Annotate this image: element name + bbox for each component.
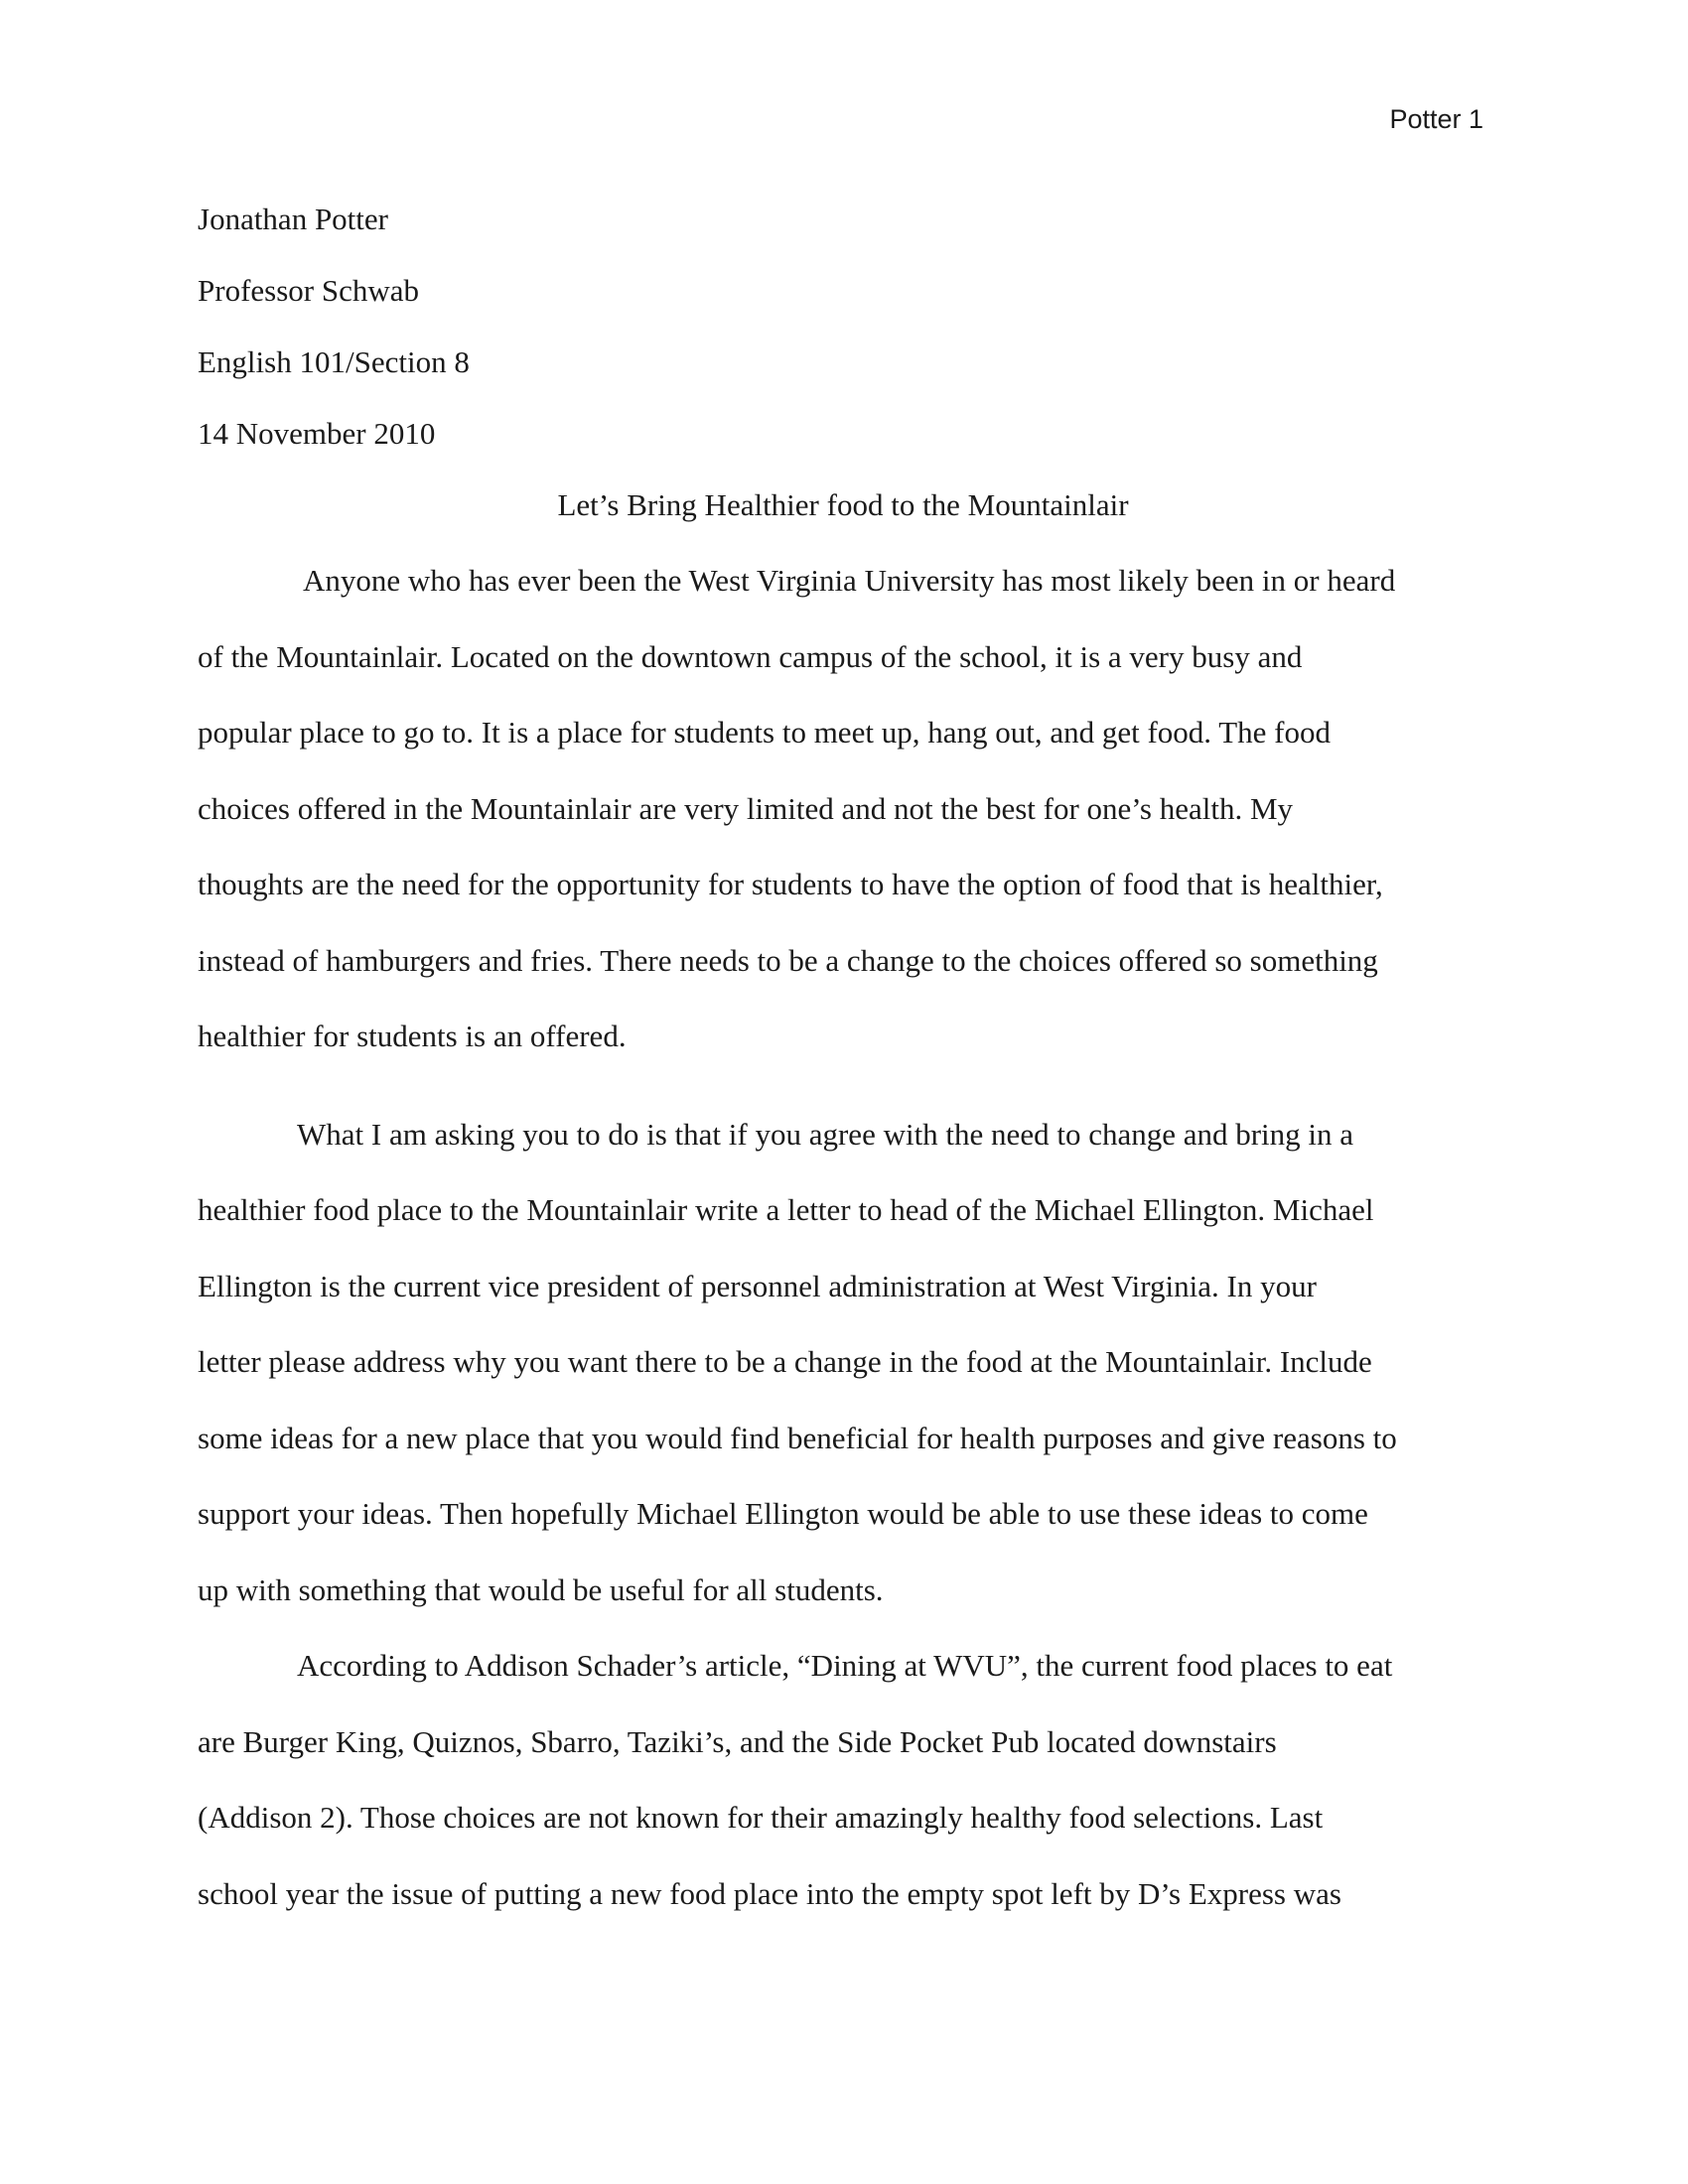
paragraph-line: letter please address why you want there to be a change in the food at the Mountainlair. Include (198, 1344, 1372, 1379)
paragraph-line: healthier food place to the Mountainlair write a letter to head of the Michael Ellington. Michael (198, 1192, 1374, 1227)
paragraph-line: healthier for students is an offered. (198, 1019, 627, 1053)
paragraph-line: are Burger King, Quiznos, Sbarro, Taziki’s, and the Side Pocket Pub located downstairs (198, 1723, 1277, 1759)
document-body (198, 196, 1488, 1932)
paragraph-line: What I am asking you to do is that if you agree with the need to change and bring in a (297, 1116, 1354, 1152)
paragraph-line: Ellington is the current vice president of personnel administration at West Virginia. In your (198, 1268, 1317, 1303)
paragraph-1 (198, 543, 1488, 1075)
paragraph-line: instead of hamburgers and fries. There needs to be a change to the choices offered so something (198, 942, 1378, 978)
paragraph-line: support your ideas. Then hopefully Michael Ellington would be able to use these ideas to come (198, 1496, 1368, 1531)
paragraph-line: According to Addison Schader’s article, “Dining at WVU”, the current food places to eat (297, 1648, 1393, 1683)
paragraph-line: (Addison 2). Those choices are not known for their amazingly healthy food selections. Last (198, 1800, 1324, 1835)
paragraph-spacer (198, 1075, 1488, 1097)
running-head: Potter 1 (1389, 104, 1483, 134)
paragraph-3 (198, 1628, 1488, 1932)
author-name: Jonathan Potter (198, 202, 388, 236)
course-info: English 101/Section 8 (198, 344, 470, 379)
paragraph-line: up with something that would be useful for all students. (198, 1571, 884, 1607)
instructor-name: Professor Schwab (198, 273, 419, 308)
paragraph-line: of the Mountainlair. Located on the downtown campus of the school, it is a very busy and (198, 638, 1303, 674)
paragraph-line: choices offered in the Mountainlair are very limited and not the best for one’s health. My (198, 790, 1294, 826)
paper-title: Let’s Bring Healthier food to the Mountainlair (557, 487, 1129, 522)
paragraph-line: some ideas for a new place that you would find beneficial for health purposes and give reasons to (198, 1420, 1397, 1455)
paper-date: 14 November 2010 (198, 416, 436, 451)
paragraph-2 (198, 1097, 1488, 1629)
paragraph-line: Anyone who has ever been the West Virginia University has most likely been in or heard (303, 563, 1396, 598)
paragraph-line: school year the issue of putting a new food place into the empty spot left by D’s Express was (198, 1875, 1341, 1911)
paragraph-line: thoughts are the need for the opportunity for students to have the option of food that is healthier, (198, 867, 1383, 901)
paragraph-line: popular place to go to. It is a place for students to meet up, hang out, and get food. The food (198, 715, 1331, 750)
